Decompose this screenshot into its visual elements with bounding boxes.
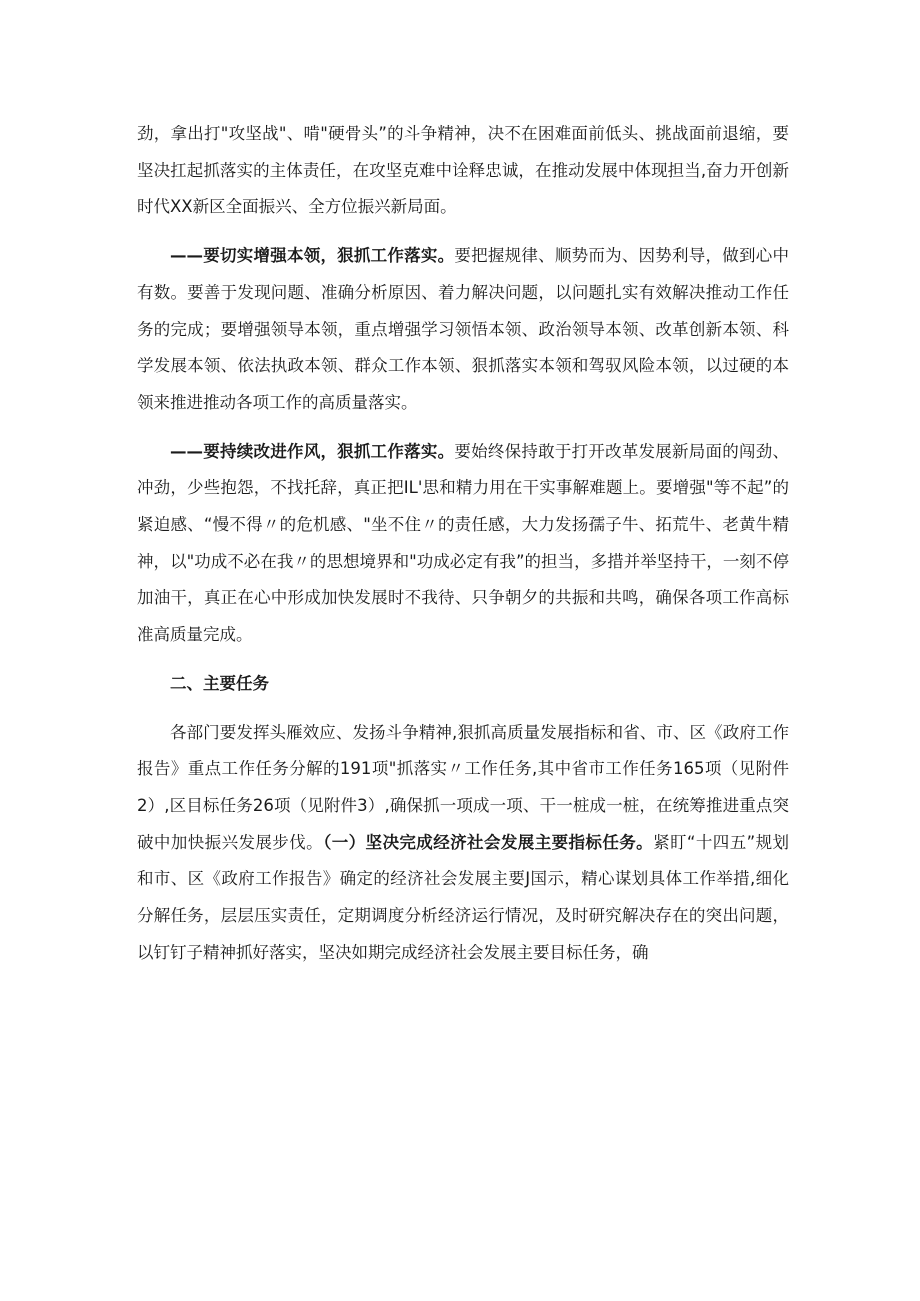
paragraph-2-text: 要把握规律、顺势而为、因势利导，做到心中有数。要善于发现问题、准确分析原因、着力解决问题，以问题扎实有效解决推动工作任务的完成；要增强领导本领，重点增强学习领悟本领、政治领导本领、改革创新本领、科学发展本领、依法执政本领、群众工作本领、狠抓落实本领和驾驭风险本领，以过硬的本领来推进推动各项工作的高质量落实。 bbox=[137, 246, 790, 412]
paragraph-4 bbox=[137, 715, 789, 972]
paragraph-1-text: 劲，拿出打"攻坚战"、啃"硬骨头”的斗争精神，决不在困难面前低头、挑战面前退缩，要坚决扛起抓落实的主体责任，在攻坚克难中诠释忠诚，在推动发展中体现担当,奋力开创新时代XX新区全面振兴、全方位振兴新局面。 bbox=[137, 124, 789, 217]
paragraph-4-text-b: 紧盯“十四五”规划和市、区《政府工作报告》确定的经济社会发展主要J国示，精心谋划具体工作举措,细化分解任务，层层压实责任，定期调度分析经济运行情况，及时研究解决存在的突出问题，以钉钉子精神抓好落实，坚决如期完成经济社会发展主要目标任务，确 bbox=[137, 832, 790, 962]
paragraph-3-text: 要始终保持敢于打开改革发展新局面的闯劲、冲劲，少些抱怨，不找托辞，真正把IL'思和精力用在干实事解难题上。要增强"等不起”的紧迫感、“慢不得〃的危机感、"坐不住〃的责任感，大力发扬孺子牛、拓荒牛、老黄牛精神，以"功成不必在我〃的思想境界和"功成必定有我”的担当，多措并举坚持干，一刻不停加油干，真正在心中形成加快发展时不我待、只争朝夕的共振和共鸣，确保各项工作高标准高质量完成。 bbox=[137, 441, 790, 645]
paragraph-1 bbox=[137, 116, 789, 226]
paragraph-3 bbox=[137, 434, 789, 654]
paragraph-4-subheading: （一）坚决完成经济社会发展主要指标任务。 bbox=[323, 832, 654, 852]
paragraph-3-lead: ——要持续改进作风，狠抓工作落实。 bbox=[170, 441, 455, 461]
section-heading-main-tasks: 二、主要任务 bbox=[170, 673, 269, 693]
document-page bbox=[137, 116, 789, 983]
paragraph-2-lead: ——要切实增强本领，狠抓工作落实。 bbox=[170, 246, 455, 266]
paragraph-2 bbox=[137, 238, 789, 422]
paragraph-4-text-a: 各部门要发挥头雁效应、发扬斗争精神,狠抓高质量发展指标和省、市、区《政府工作报告》重点工作任务分解的191项"抓落实〃工作任务,其中省市工作任务165项（见附件2）,区目标任务26项（见附件3）,确保抓一项成一项、干一桩成一桩，在统筹推进重点突破中加快振兴发展步伐。 bbox=[137, 722, 789, 852]
